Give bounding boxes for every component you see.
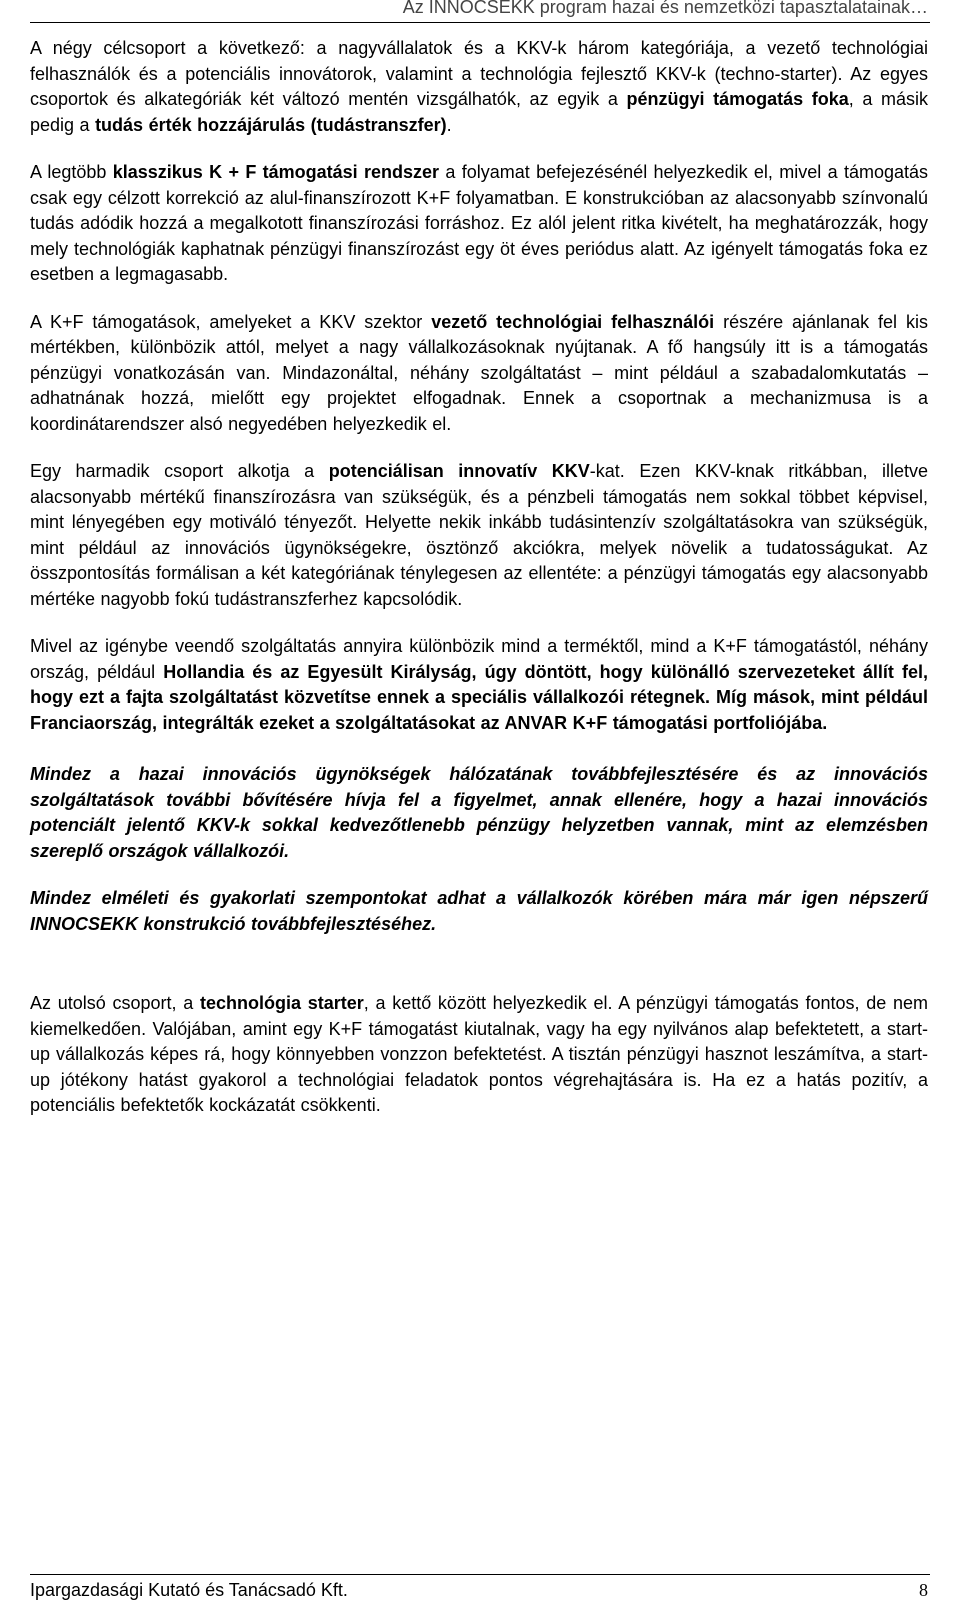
paragraph-emphasis-agencies: Mindez a hazai innovációs ügynökségek hálózatának továbbfejlesztésére és az innovációs szolgáltatások további bővítésére hívja fel a figyelmet, annak ellenére, hogy a hazai innovációs potenciált jelentő KKV-k sokkal kedvezőtlenebb pénzügy helyzetben vannak, mint az elemzésben szereplő országok vállalkozói. (30, 764, 928, 861)
paragraph-target-groups: A négy célcsoport a következő: a nagyvállalatok és a KKV-k három kategóriája, a vezető technológiai felhasználók és a potenciális innovátorok, valamint a technológia fejlesztő KKV-k (techno-starter). Az egyes csoportok és alkategóriák két változó mentén vizsgálhatók, az egyik a pénzügyi támogatás foka, a másik pedig a tudás érték hozzájárulás (tudástranszfer). (30, 38, 928, 135)
document-body (30, 36, 928, 1119)
paragraph-classic-rd: A legtöbb klasszikus K + F támogatási rendszer a folyamat befejezésénél helyezkedik el, mivel a támogatás csak egy célzott korrekció az alul-finanszírozott K+F folyamatban. E konstrukcióban az alacsonyabb színvonalú tudás adódik hozzá a megalkotott finanszírozási forráshoz. Ez alól jelent ritka kivételt, ha meghatározzák, hogy mely technológiák kaphatnak pénzügyi finanszírozást egy öt éves periódus alatt. Az igényelt támogatás foka ez esetben a legmagasabb. (30, 162, 928, 284)
paragraph-country-examples: Mivel az igénybe veendő szolgáltatás annyira különbözik mind a terméktől, mind a K+F támogatástól, néhány ország, például Hollandia és az Egyesült Királyság, úgy döntött, hogy különálló szervezeteket állít fel, hogy ezt a fajta szolgáltatást közvetítse ennek a speciális vállalkozói rétegnek. Míg mások, mint például Franciaország, integrálták ezeket a szolgáltatásokat az ANVAR K+F támogatási portfoliójába. (30, 636, 928, 733)
paragraph-emphasis-innocsekk: Mindez elméleti és gyakorlati szempontokat adhat a vállalkozók körében mára már igen népszerű INNOCSEKK konstrukció továbbfejlesztéséhez. (30, 888, 928, 934)
page-header (30, 0, 930, 23)
page-number: 8 (919, 1580, 928, 1600)
paragraph-leading-users: A K+F támogatások, amelyeket a KKV szektor vezető technológiai felhasználói részére ajánlanak fel kis mértékben, különbözik attól, melyet a nagy vállalkozásoknak nyújtanak. A fő hangsúly itt is a támogatás pénzügyi vonatkozásán van. Mindazonáltal, néhány szolgáltatást – mint például a szabadalomkutatás – adhatnának hozzá, mielőtt egy projektet elfogadnak. Ennek a csoportnak a mechanizmusa is a koordinátarendszer alsó negyedében helyezkedik el. (30, 311, 928, 434)
running-title: Az INNOCSEKK program hazai és nemzetközi tapasztalatainak… (402, 0, 928, 17)
paragraph-potential-innovators: Egy harmadik csoport alkotja a potenciálisan innovatív KKV-kat. Ezen KKV-knak ritkábban, illetve alacsonyabb mértékű finanszírozásra van szükségük, és a pénzbeli támogatás nem sokkal többet képvisel, mint lényegében egy motiváló tényezőt. Helyette nekik inkább tudásintenzív szolgáltatásokra van szükségük, mint például az innovációs ügynökségekre, ösztönző akciókra, melyek növelik a tudatosságukat. Az összpontosítás formálisan a két kategóriának ténylegesen az ellentéte: a pénzügyi támogatás egy alacsonyabb mértéke nagyobb fokú tudástranszferhez kapcsolódik. (30, 461, 929, 609)
paragraph-tech-starter: Az utolsó csoport, a technológia starter, a kettő között helyezkedik el. A pénzügyi támogatás fontos, de nem kiemelkedően. Valójában, amint egy K+F támogatást kiutalnak, vagy ha egy nyilvános alap befektetett, a start-up vállalkozás képes rá, hogy könnyebben vonzzon befektetést. A tisztán pénzügyi hasznot leszámítva, a start-up jótékony hatást gyakorol a technológiai feladatok pontos végrehajtására is. Ha ez a hatás pozitív, a potenciális befektetők kockázatát csökkenti. (30, 993, 928, 1115)
page-footer (30, 1574, 930, 1614)
footer-organization: Ipargazdasági Kutató és Tanácsadó Kft. (30, 1580, 348, 1600)
